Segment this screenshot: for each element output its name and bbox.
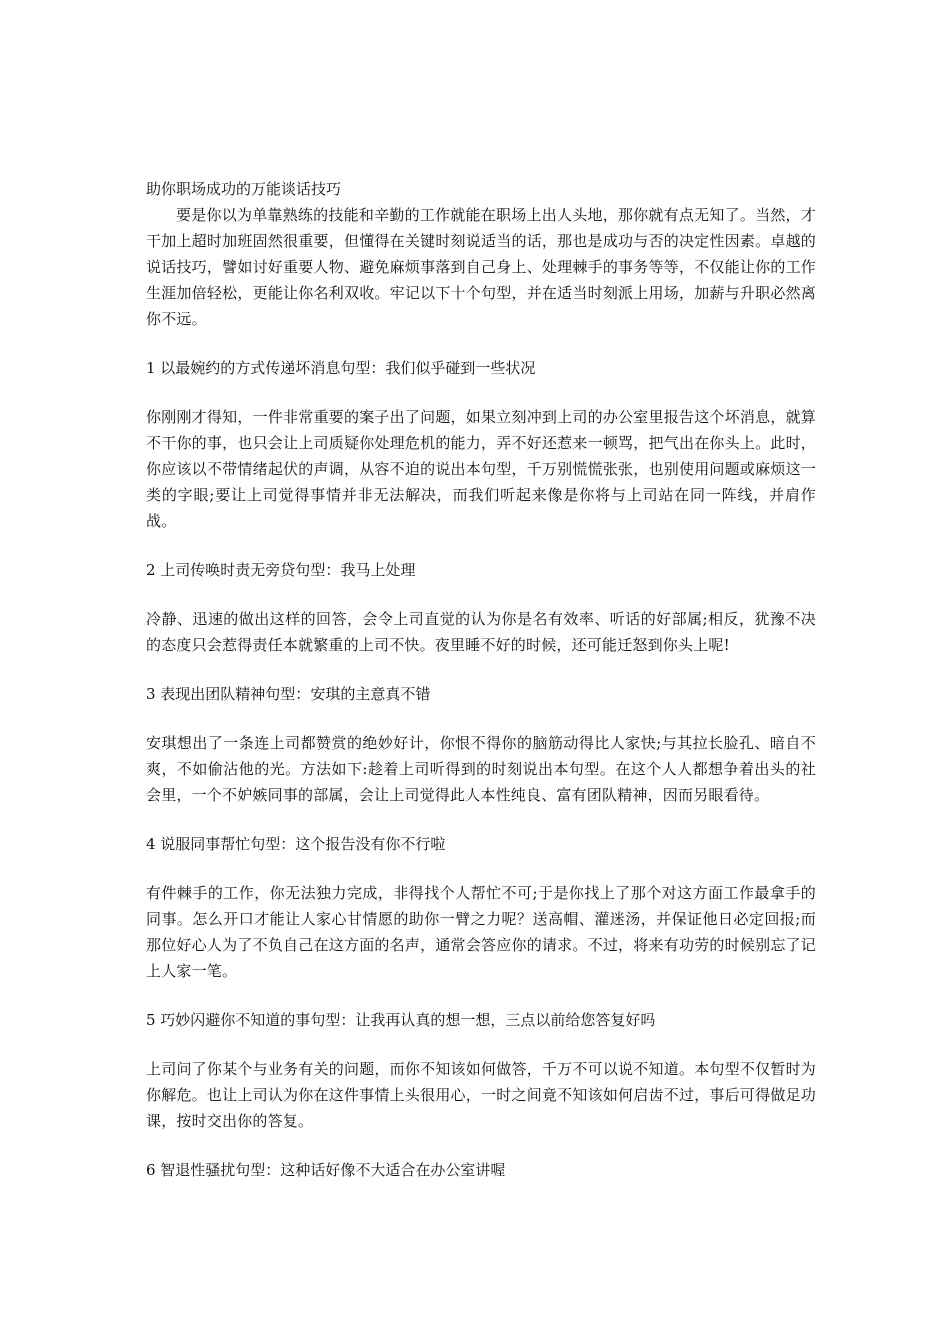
intro-paragraph: 要是你以为单靠熟练的技能和辛勤的工作就能在职场上出人头地，那你就有点无知了。当然，才干加上超时加班固然很重要，但懂得在关键时刻说适当的话，那也是成功与否的决定性因素。卓越的说话技巧，譬如讨好重要人物、避免麻烦事落到自己身上、处理棘手的事务等等，不仅能让你的工作生涯加倍轻松，更能让你名利双收。牢记以下十个句型，并在适当时刻派上用场，加薪与升职必然离你不远。 [146, 206, 816, 328]
section-5-body: 上司问了你某个与业务有关的问题，而你不知该如何做答，千万不可以说不知道。本句型不仅暂时为你解危。也让上司认为你在这件事情上头很用心，一时之间竟不知该如何启齿不过，事后可得做足功课，按时交出你的答复。 [146, 1060, 816, 1130]
section-6-heading: 6 智退性骚扰句型：这种话好像不大适合在办公室讲喔 [146, 1161, 506, 1179]
section-3-body: 安琪想出了一条连上司都赞赏的绝妙好计，你恨不得你的脑筋动得比人家快;与其拉长脸孔、暗自不爽，不如偷沾他的光。方法如下:趁着上司听得到的时刻说出本句型。在这个人人都想争着出头的社会里，一个不妒嫉同事的部属，会让上司觉得此人本性纯良、富有团队精神，因而另眼看待。 [146, 734, 816, 804]
section-4-heading: 4 说服同事帮忙句型：这个报告没有你不行啦 [146, 835, 446, 853]
spacer [146, 658, 816, 681]
section-1-heading: 1 以最婉约的方式传递坏消息句型：我们似乎碰到一些状况 [146, 359, 536, 377]
section-4-body: 有件棘手的工作，你无法独力完成，非得找个人帮忙不可;于是你找上了那个对这方面工作最拿手的同事。怎么开口才能让人家心甘情愿的助你一臂之力呢？送高帽、灌迷汤，并保证他日必定回报;而那位好心人为了不负自己在这方面的名声，通常会答应你的请求。不过，将来有功劳的时候别忘了记上人家一笔。 [146, 884, 816, 980]
spacer [146, 583, 816, 606]
spacer [146, 808, 816, 831]
spacer [146, 381, 816, 404]
spacer [146, 332, 816, 355]
spacer [146, 707, 816, 730]
spacer [146, 1134, 816, 1157]
spacer [146, 857, 816, 880]
section-2-body: 冷静、迅速的做出这样的回答，会令上司直觉的认为你是名有效率、听话的好部属;相反，犹豫不决的态度只会惹得责任本就繁重的上司不快。夜里睡不好的时候，还可能迁怒到你头上呢! [146, 610, 816, 654]
section-3-heading: 3 表现出团队精神句型：安琪的主意真不错 [146, 685, 431, 703]
section-1-body: 你刚刚才得知，一件非常重要的案子出了问题，如果立刻冲到上司的办公室里报告这个坏消息，就算不干你的事，也只会让上司质疑你处理危机的能力，弄不好还惹来一顿骂，把气出在你头上。此时，你应该以不带情绪起伏的声调，从容不迫的说出本句型，千万别慌慌张张，也别使用问题或麻烦这一类的字眼;要让上司觉得事情并非无法解决，而我们听起来像是你将与上司站在同一阵线，并肩作战。 [146, 408, 816, 530]
spacer [146, 1033, 816, 1056]
section-5-heading: 5 巧妙闪避你不知道的事句型：让我再认真的想一想，三点以前给您答复好吗 [146, 1011, 656, 1029]
section-2-heading: 2 上司传唤时责无旁贷句型：我马上处理 [146, 561, 416, 579]
spacer [146, 984, 816, 1007]
document-page [146, 176, 816, 1183]
spacer [146, 534, 816, 557]
document-title: 助你职场成功的万能谈话技巧 [146, 180, 342, 198]
